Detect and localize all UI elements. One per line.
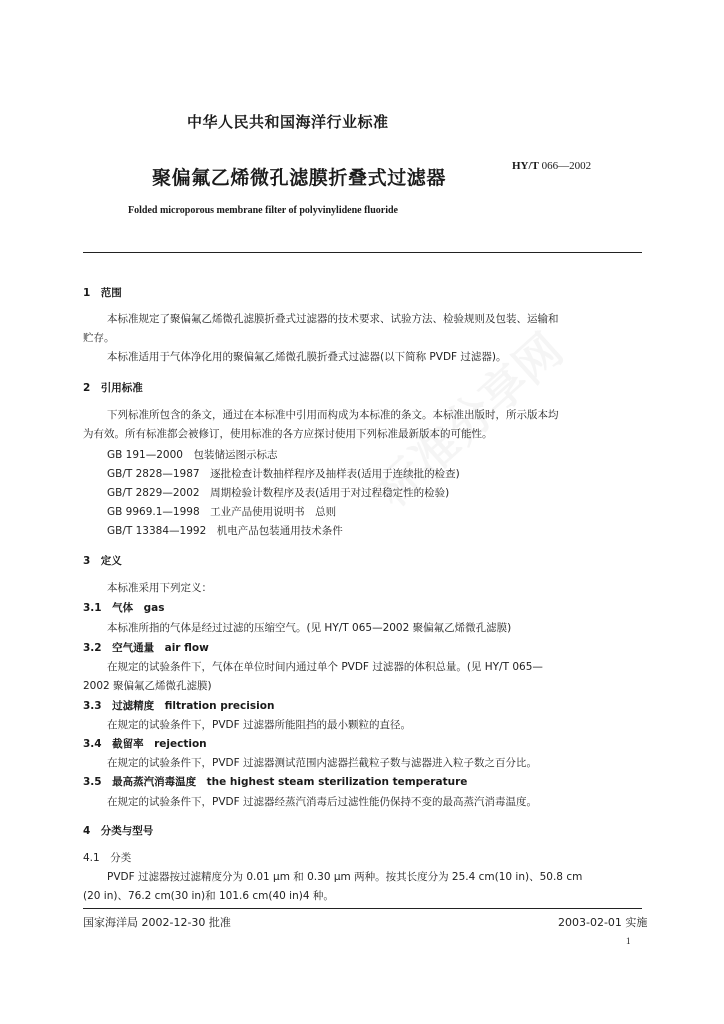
definition-3-3-term: 3.3 过滤精度 filtration precision (83, 700, 275, 712)
section-1-heading: 1 范围 (83, 287, 122, 299)
reference-item: GB/T 13384—1992 机电产品包装通用技术条件 (107, 525, 343, 537)
page-number: 1 (626, 936, 631, 946)
reference-item: GB 191—2000 包装储运图示标志 (107, 449, 278, 461)
section-1-para-1a: 本标准规定了聚偏氟乙烯微孔滤膜折叠式过滤器的技术要求、试验方法、检验规则及包装、运输和 (107, 313, 559, 325)
definition-3-3-text: 在规定的试验条件下，PVDF 过滤器所能阻挡的最小颗粒的直径。 (107, 719, 411, 731)
section-4-heading: 4 分类与型号 (83, 825, 154, 837)
definition-3-1-term: 3.1 气体 gas (83, 602, 165, 614)
definition-3-5-term: 3.5 最高蒸汽消毒温度 the highest steam sterilization temperature (83, 776, 468, 788)
reference-item: GB/T 2828—1987 逐批检查计数抽样程序及抽样表(适用于连续批的检查) (107, 468, 460, 480)
definition-3-2-text-a: 在规定的试验条件下，气体在单位时间内通过单个 PVDF 过滤器的体积总量。(见 HY/T 065— (107, 661, 543, 673)
subsection-4-1-heading: 4.1 分类 (83, 852, 132, 864)
reference-item: GB/T 2829—2002 周期检验计数程序及表(适用于对过程稳定性的检验) (107, 487, 450, 499)
definition-3-1-text: 本标准所指的气体是经过过滤的压缩空气。(见 HY/T 065—2002 聚偏氟乙烯微孔滤膜) (107, 622, 512, 634)
section-1-para-2: 本标准适用于气体净化用的聚偏氟乙烯微孔膜折叠式过滤器(以下简称 PVDF 过滤器)。 (107, 351, 507, 363)
reference-item: GB 9969.1—1998 工业产品使用说明书 总则 (107, 506, 337, 518)
definition-3-2-term: 3.2 空气通量 air flow (83, 642, 209, 654)
approval-date: 国家海洋局 2002-12-30 批准 (83, 916, 231, 929)
section-2-para-1a: 下列标准所包含的条文，通过在本标准中引用而构成为本标准的条文。本标准出版时，所示版本均 (107, 409, 559, 421)
definition-3-4-text: 在规定的试验条件下，PVDF 过滤器测试范围内滤器拦截粒子数与滤器进入粒子数之百分比。 (107, 757, 537, 769)
issuing-organization: 中华人民共和国海洋行业标准 (187, 113, 389, 131)
document-title: 聚偏氟乙烯微孔滤膜折叠式过滤器 (152, 167, 447, 189)
section-2-heading: 2 引用标准 (83, 382, 143, 394)
section-4-para-1a: PVDF 过滤器按过滤精度分为 0.01 μm 和 0.30 μm 两种。按其长度分为 25.4 cm(10 in)、50.8 cm (107, 871, 583, 883)
section-3-heading: 3 定义 (83, 555, 122, 567)
document-title-english: Folded microporous membrane filter of polyvinylidene fluoride (128, 205, 398, 216)
definition-3-2-text-b: 2002 聚偏氟乙烯微孔滤膜) (83, 680, 212, 692)
standard-code: HY/T 066—2002 (512, 160, 592, 172)
section-2-para-1b: 为有效。所有标准都会被修订，使用标准的各方应探讨使用下列标准最新版本的可能性。 (83, 428, 493, 440)
section-3-intro: 本标准采用下列定义： (107, 582, 212, 594)
section-4-para-1b: (20 in)、76.2 cm(30 in)和 101.6 cm(40 in)4 种。 (83, 890, 334, 902)
definition-3-4-term: 3.4 截留率 rejection (83, 738, 207, 750)
implementation-date: 2003-02-01 实施 (558, 916, 648, 929)
header-divider (83, 252, 642, 253)
section-1-para-1b: 贮存。 (83, 332, 115, 344)
definition-3-5-text: 在规定的试验条件下，PVDF 过滤器经蒸汽消毒后过滤性能仍保持不变的最高蒸汽消毒温度。 (107, 796, 537, 808)
footer-divider (83, 908, 642, 909)
